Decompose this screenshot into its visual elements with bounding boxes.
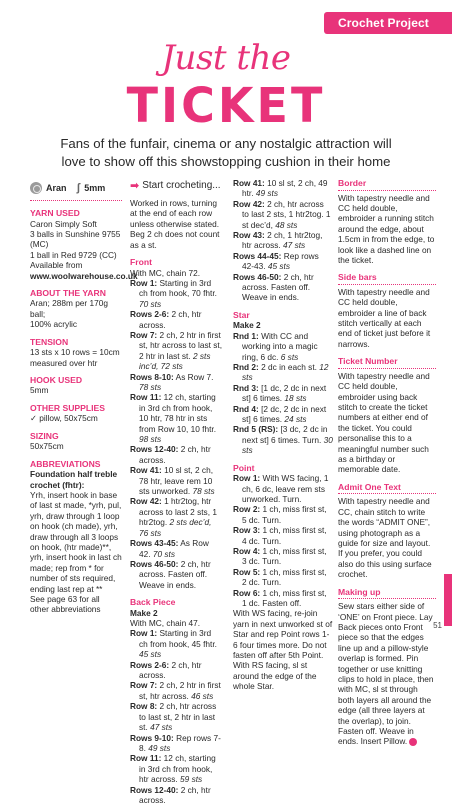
row-label: Row 41: — [233, 178, 265, 188]
row-stitch-count: 46 sts — [191, 690, 214, 701]
yarn-line: 1 ball in Red 9729 (CC) — [30, 249, 117, 260]
tension-heading: TENSION — [30, 336, 69, 347]
pattern-row — [233, 199, 333, 230]
intro-text: Fans of the funfair, cinema or any nostalgic attraction will love to show off this showstopping cushion in their home — [60, 136, 392, 169]
page-number: 51 — [433, 621, 442, 630]
row-stitch-count: 78 sts — [139, 382, 162, 392]
pattern-row — [130, 330, 222, 372]
row-label: Rnd 4: — [233, 403, 259, 414]
start-label: Start crocheting... — [142, 179, 221, 191]
row-instruction: 2 ch, 2 htr in first st, htr across to last st, 2 htr in last st. — [139, 329, 222, 361]
pattern-row — [233, 546, 333, 567]
row-label: Rnd 5 (RS): — [233, 424, 279, 435]
row-instruction: With CC and working into a magic ring, 6 dc. — [242, 330, 318, 362]
pattern-row — [130, 559, 222, 590]
row-instruction: [3 dc, 2 dc in next st] 6 times. Turn. — [242, 424, 328, 445]
pattern-row — [130, 496, 222, 538]
pattern-row — [233, 525, 333, 546]
admit-one-heading: Admit One Text — [338, 482, 436, 495]
row-instruction: 10 sl st, 2 ch, 49 htr. — [242, 178, 328, 199]
star-rows — [233, 331, 333, 456]
yarn-line: Caron Simply Soft — [30, 218, 97, 229]
row-instruction: Rep rows 7-8. — [139, 732, 221, 753]
row-stitch-count: 45 sts — [267, 261, 290, 272]
yarn-used-heading: YARN USED — [30, 208, 80, 218]
pattern-row — [233, 331, 333, 362]
side-bars-text: With tapestry needle and CC held double, embroider a line of back stitch vertically at each end of ticket just before it narrows. — [338, 286, 431, 349]
row-stitch-count: 98 sts — [139, 434, 162, 445]
end-mark-icon — [409, 738, 417, 746]
row-stitch-count: 12 sts — [242, 362, 329, 383]
abbrev-term: Foundation half treble crochet (fhtr): — [30, 469, 118, 490]
row-instruction: 1 ch, miss first st, 4 dc. Turn. — [242, 525, 327, 546]
border-text: With tapestry needle and CC held double, embroider a running stitch around the edge, about 1.5cm in from the edge, to look like a dashed line on the ticket. — [338, 192, 435, 265]
row-stitch-count: 47 sts — [150, 722, 173, 733]
about-line: Aran; 288m per 170g ball; — [30, 298, 108, 319]
making-up-body: Sew stars either side of ‘ONE’ on Front piece. Lay Back pieces onto Front piece so that the edges line up and a pillow-style overlap is formed. Pin together or use knitting clips to hold in place, then with MC, sl st through both layers all around the edge (all three layers at the overlap), to join. Fasten off. Weave in ends. Insert Pillow. — [338, 601, 434, 747]
row-label: Row 8: — [130, 701, 158, 712]
about-line: 100% acrylic — [30, 319, 78, 330]
start-heading — [130, 178, 222, 194]
row-label: Rnd 2: — [233, 362, 259, 372]
row-label: Row 41: — [130, 465, 162, 476]
spec-row — [30, 178, 122, 198]
row-instruction: 1 ch, miss first st, 1 dc. Fasten off. — [242, 587, 327, 609]
row-instruction: Starting in 3rd ch from hook, 45 fhtr. — [139, 628, 217, 649]
pattern-row — [233, 362, 333, 383]
intro-note: Worked in rows, turning at the end of each row unless otherwise stated. — [130, 198, 220, 229]
row-instruction: 2 ch, htr across to last 2 sts, 1 htr2tog. 1 st dec’d, — [242, 198, 331, 230]
row-label: Row 7: — [130, 680, 158, 691]
divider — [30, 200, 122, 201]
row-label: Rows 46-50: — [233, 271, 282, 282]
yarn-weight: Aran — [46, 182, 67, 193]
title-script: Just the — [161, 38, 291, 78]
intro-note: Beg 2 ch does not count as a st. — [130, 229, 220, 250]
star-heading: Star — [233, 309, 250, 320]
row-instruction: 1 ch, miss first st, 2 dc. Turn. — [242, 566, 327, 588]
row-label: Row 1: — [130, 277, 158, 288]
pattern-row — [233, 178, 333, 199]
row-instruction: With MC, chain 47. — [130, 618, 201, 629]
tension-line: 13 sts x 10 rows = 10cm — [30, 347, 120, 358]
row-label: Row 4: — [233, 546, 261, 556]
pattern-row — [130, 278, 222, 309]
page-title: TICKET — [126, 76, 326, 134]
side-bars-heading: Side bars — [338, 272, 436, 285]
edge-stripe — [444, 574, 452, 626]
row-label: Rows 46-50: — [130, 558, 179, 569]
hook-size: 5mm — [84, 182, 106, 193]
row-label: Rows 44-45: — [233, 250, 282, 261]
hook-heading: HOOK USED — [30, 374, 83, 385]
hook-line: 5mm — [30, 385, 49, 396]
row-instruction: Starting in 3rd ch from hook, 70 fhtr. — [139, 277, 217, 299]
row-stitch-count: 78 sts — [192, 486, 215, 497]
yarn-line: 3 balls in Sunshine 9755 (MC) — [30, 228, 121, 250]
pattern-row — [130, 392, 222, 444]
about-yarn-heading: ABOUT THE YARN — [30, 287, 106, 298]
section-tab-label: Crochet Project — [338, 16, 429, 30]
row-label: Rows 9-10: — [130, 732, 174, 743]
pattern-row — [130, 680, 222, 701]
column-star — [233, 178, 333, 692]
yarn-line: Available from — [30, 260, 83, 271]
row-stitch-count: 18 sts — [284, 393, 307, 404]
pattern-row — [233, 251, 333, 272]
row-instruction: 12 ch, starting in 3rd ch from hook, htr across. — [139, 753, 216, 785]
row-instruction: 2 ch, htr across. — [139, 444, 211, 465]
row-stitch-count: 59 sts — [180, 774, 203, 785]
star-sub: Make 2 — [233, 320, 261, 331]
column-materials — [30, 178, 138, 615]
ticket-number-heading: Ticket Number — [338, 356, 436, 369]
row-label: Rows 8-10: — [130, 371, 174, 382]
row-instruction: 1 ch, miss first st, 5 dc. Turn. — [242, 504, 327, 525]
row-instruction: 2 ch, htr across to last st, 2 htr in last st. — [139, 701, 217, 733]
row-instruction: 2 ch, 2 htr in first st, htr across. — [139, 680, 221, 701]
row-label: Row 42: — [233, 198, 265, 209]
row-label: Row 43: — [233, 230, 265, 241]
pattern-row — [130, 785, 222, 805]
row-label: Row 42: — [130, 496, 162, 507]
row-instruction: As Row 42. — [139, 538, 209, 559]
row-label: Row 5: — [233, 566, 261, 577]
tension-line: measured over htr — [30, 357, 98, 368]
row-instruction: 2 ch, htr across. — [139, 784, 211, 805]
sizing-heading: SIZING — [30, 430, 59, 441]
row-instruction: 2 ch, htr across. — [139, 309, 202, 330]
row-instruction: 1 ch, miss first st, 3 dc. Turn. — [242, 546, 327, 567]
row-instruction: 10 sl st, 2 ch, 78 htr, leave rem 10 sts unworked. — [139, 465, 213, 497]
pattern-row — [130, 309, 222, 330]
pattern-row — [233, 473, 333, 504]
pattern-row — [130, 628, 222, 659]
row-instruction: With MC, chain 72. — [130, 267, 201, 278]
back-heading: Back Piece — [130, 597, 176, 608]
column-front-back — [130, 178, 222, 805]
point-note: With WS facing, re-join yarn in next unworked st of Star and rep Point rows 1-6 four times more. Do not fasten off after 5th Point. — [233, 608, 333, 661]
back-sub: Make 2 — [130, 607, 158, 618]
row-instruction: 1 htr2tog, htr across to last 2 sts, 1 htr2tog. — [139, 496, 217, 528]
pattern-row — [130, 444, 222, 465]
pattern-row — [130, 372, 222, 393]
pattern-row — [233, 588, 333, 609]
abbrev-extra: other abbreviations — [30, 604, 101, 615]
row-label: Rows 12-40: — [130, 784, 179, 795]
front-rows — [130, 268, 222, 591]
abbrev-extra: See page 63 for all — [30, 594, 100, 605]
pattern-row — [233, 404, 333, 425]
yarn-ball-icon — [30, 182, 42, 194]
hook-icon: ʃ — [76, 181, 81, 194]
pattern-row — [233, 424, 333, 455]
row-stitch-count: 49 sts — [255, 188, 278, 199]
point-note-2: With RS facing, sl st around the edge of the whole Star. — [233, 660, 317, 692]
pattern-row — [233, 567, 333, 588]
row-label: Rnd 1: — [233, 330, 259, 341]
pattern-row — [130, 538, 222, 559]
pattern-row — [233, 230, 333, 251]
point-heading: Point — [233, 462, 255, 473]
row-label: Row 2: — [233, 504, 261, 515]
pattern-row — [130, 618, 222, 628]
row-instruction: 2 ch, htr across. Fasten off. Weave in ends. — [139, 558, 211, 590]
row-label: Rows 43-45: — [130, 538, 179, 549]
row-label: Row 11: — [130, 753, 162, 764]
row-instruction: 2 ch, 1 htr2tog, htr across. — [242, 230, 323, 251]
abbreviations-heading: ABBREVIATIONS — [30, 458, 101, 469]
row-stitch-count: 70 sts — [152, 548, 175, 559]
supplies-heading: OTHER SUPPLIES — [30, 402, 105, 413]
admit-one-text: With tapestry needle and CC, chain stitch to write the words “ADMIT ONE”, using photograph as a guide for size and layout. If you prefer, you could also do this using surface crochet. — [338, 496, 432, 580]
row-label: Rows 12-40: — [130, 444, 179, 455]
pattern-row — [130, 701, 222, 732]
pattern-row — [233, 272, 333, 303]
pattern-row — [233, 504, 333, 525]
ticket-number-text: With tapestry needle and CC held double, embroider using back stitch to create the ticket numbers at either end of the ticket. You could personalise this to a meaningful number such as a birthday or memorable date. — [338, 370, 430, 475]
stockist-link[interactable]: www.woolwarehouse.co.uk — [30, 270, 138, 281]
arrow-right-icon: ➡ — [130, 179, 140, 192]
pattern-row — [130, 660, 222, 681]
section-tab — [324, 12, 452, 34]
row-stitch-count: 2 sts inc’d, 72 sts — [139, 350, 211, 372]
border-heading: Border — [338, 178, 436, 191]
supplies-line: ✓ pillow, 50x75cm — [30, 413, 98, 424]
row-label: Row 1: — [130, 628, 158, 639]
row-stitch-count: 70 sts — [139, 298, 162, 309]
row-instruction: 12 ch, starting in 3rd ch from hook, 10 htr, 78 htr in sts from Row 10, 10 fhtr. — [139, 392, 217, 434]
pattern-row — [233, 383, 333, 404]
abbrev-text: Yrh, insert hook in base of last st made, *yrh, pul, yrh, draw through 1 loop on hook (ch made), yrh, draw through all 3 loops on hook, (htr made)**, yrh, insert hook in last ch made; rep from * for number of sts required, ending last rep at ** — [30, 490, 122, 594]
back-rows-continued — [233, 178, 333, 303]
row-instruction: 2 dc in each st. — [258, 362, 320, 372]
row-instruction: [2 dc, 2 dc in next st] 6 times. — [242, 403, 327, 425]
pattern-row — [130, 753, 222, 784]
row-stitch-count: 48 sts — [275, 219, 298, 230]
row-stitch-count: 30 sts — [242, 434, 333, 456]
front-heading: Front — [130, 257, 152, 268]
row-instruction: As Row 7. — [173, 371, 214, 382]
row-instruction: With WS facing, 1 ch, 6 dc, leave rem sts unworked. Turn. — [242, 473, 329, 504]
point-rows — [233, 473, 333, 608]
row-stitch-count: 49 sts — [148, 742, 171, 753]
row-label: Rnd 3: — [233, 382, 259, 393]
row-label: Row 6: — [233, 587, 261, 598]
making-up-heading: Making up — [338, 587, 436, 600]
row-stitch-count: 24 sts — [284, 414, 307, 425]
row-instruction: Rep rows 42-43. — [242, 250, 319, 272]
row-stitch-count: 6 sts — [280, 351, 299, 362]
column-finishing — [338, 178, 436, 747]
row-stitch-count: 45 sts — [139, 649, 162, 660]
row-stitch-count: 47 sts — [283, 240, 306, 251]
row-instruction: 2 ch, htr across. — [139, 659, 202, 681]
pattern-row — [130, 268, 222, 278]
row-instruction: 2 ch, htr across. Fasten off. Weave in ends. — [242, 271, 314, 303]
sizing-line: 50x75cm — [30, 441, 64, 452]
row-stitch-count: 2 sts dec’d, 76 sts — [139, 517, 212, 538]
row-label: Rows 2-6: — [130, 309, 170, 320]
row-instruction: [1 dc, 2 dc in next st] 6 times. — [242, 382, 327, 404]
making-up-text — [338, 601, 436, 747]
row-label: Row 7: — [130, 329, 158, 340]
row-label: Row 1: — [233, 473, 261, 484]
row-label: Rows 2-6: — [130, 659, 170, 670]
back-rows — [130, 618, 222, 805]
row-label: Row 11: — [130, 392, 162, 403]
pattern-row — [130, 465, 222, 496]
row-label: Row 3: — [233, 525, 261, 536]
pattern-row — [130, 733, 222, 754]
